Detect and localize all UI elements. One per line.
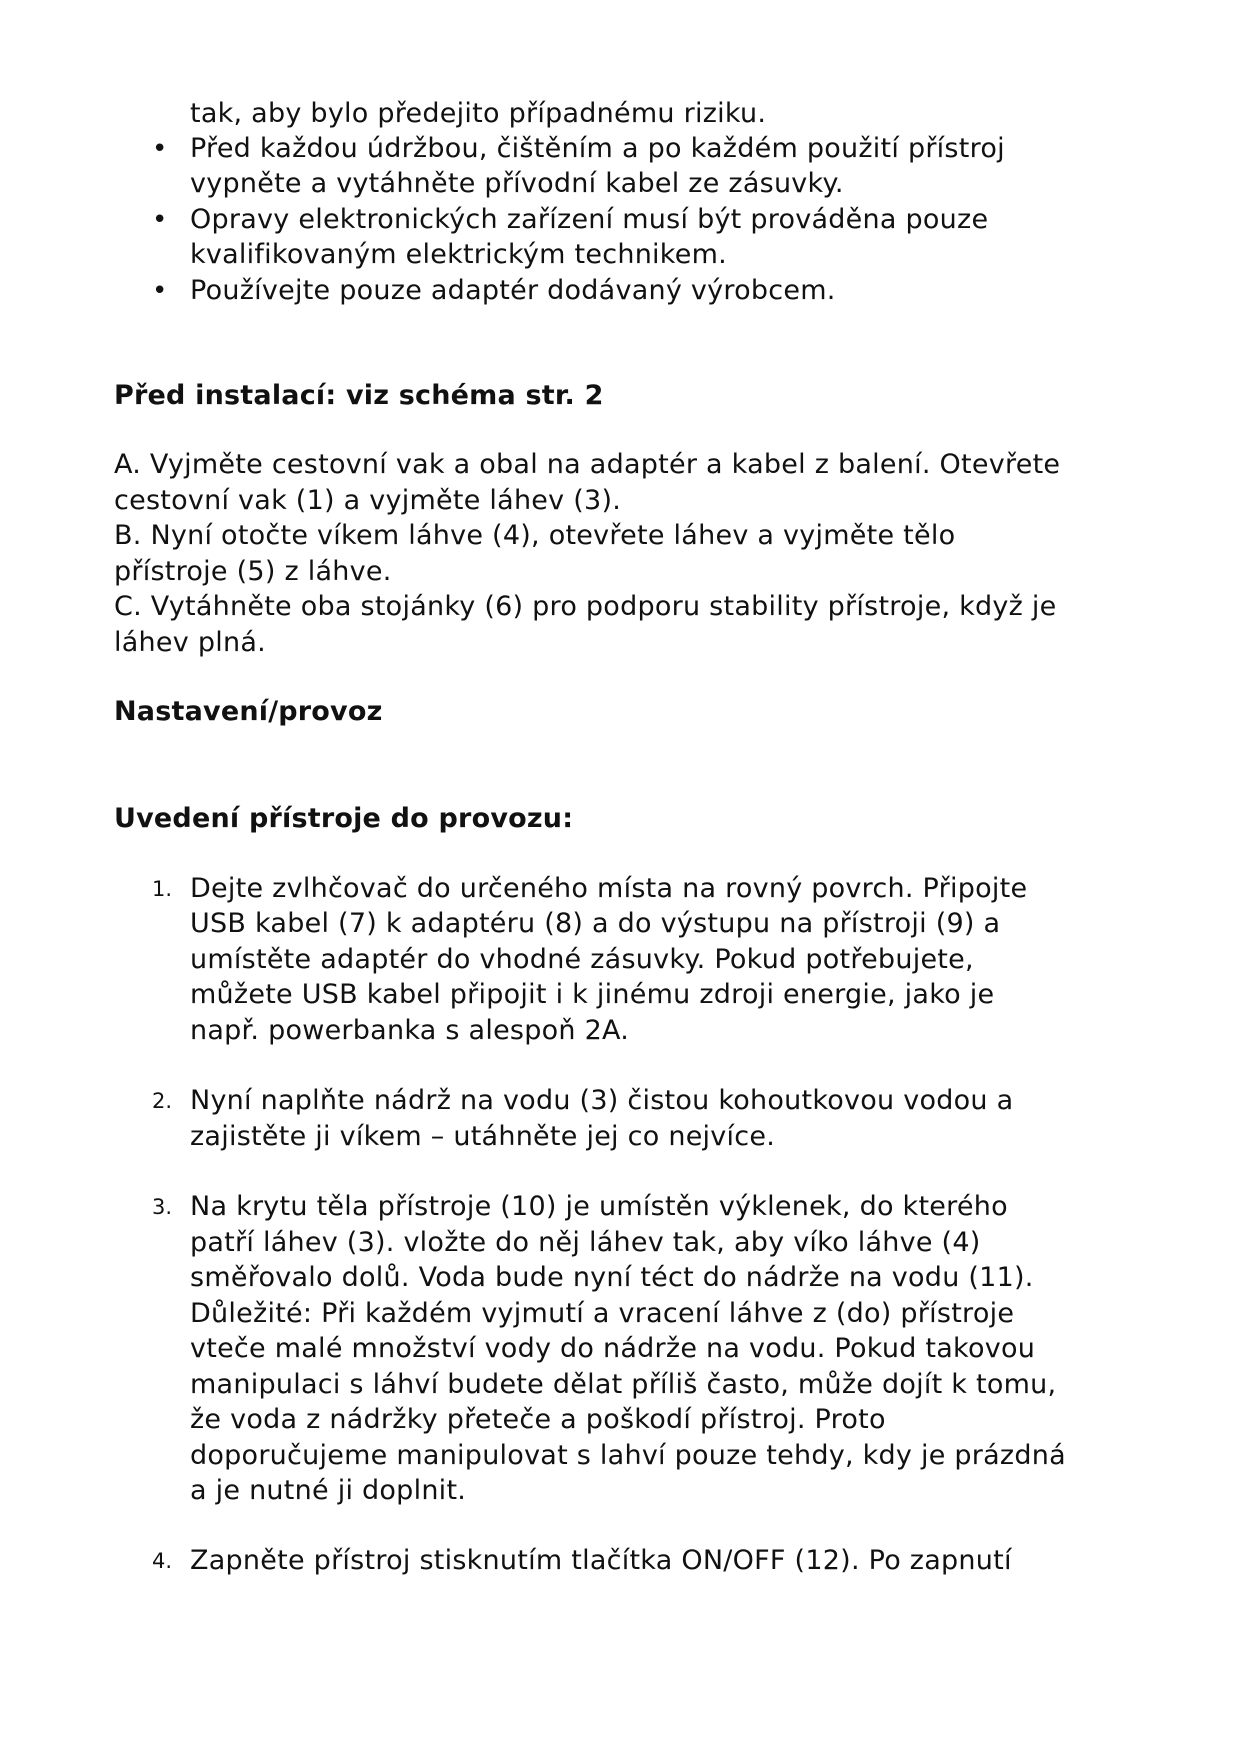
- step-line: Důležité: Při každém vyjmutí a vracení láhve z (do) přístroje: [190, 1298, 1015, 1329]
- step-line: a je nutné ji doplnit.: [190, 1475, 467, 1506]
- step-line: Nyní naplňte nádrž na vodu (3) čistou kohoutkovou vodou a: [190, 1085, 1014, 1116]
- step-line: např. powerbanka s alespoň 2A.: [190, 1015, 630, 1046]
- step-line: směřovalo dolů. Voda bude nyní téct do nádrže na vodu (11).: [190, 1262, 1034, 1293]
- step-number: 4.: [152, 1549, 173, 1573]
- section-heading-before-install: Před instalací: viz schéma str. 2: [114, 380, 604, 411]
- step-line: můžete USB kabel připojit i k jinému zdroji energie, jako je: [190, 979, 995, 1010]
- step-line: manipulaci s láhví budete dělat příliš často, může dojít k tomu,: [190, 1369, 1057, 1400]
- paragraph-line: B. Nyní otočte víkem láhve (4), otevřete láhev a vyjměte tělo: [114, 520, 956, 551]
- list-item-line: Opravy elektronických zařízení musí být prováděna pouze: [190, 204, 989, 235]
- section-heading-operation: Uvedení přístroje do provozu:: [114, 803, 574, 834]
- paragraph-line: láhev plná.: [114, 627, 266, 658]
- section-heading-settings: Nastavení/provoz: [114, 696, 383, 727]
- step-line: vteče malé množství vody do nádrže na vodu. Pokud takovou: [190, 1333, 1036, 1364]
- step-line: Na krytu těla přístroje (10) je umístěn výklenek, do kterého: [190, 1191, 1008, 1222]
- step-line: USB kabel (7) k adaptéru (8) a do výstupu na přístroji (9) a: [190, 908, 1001, 939]
- step-number: 3.: [152, 1195, 173, 1219]
- paragraph-line: C. Vytáhněte oba stojánky (6) pro podporu stability přístroje, když je: [114, 591, 1057, 622]
- list-item-line: Před každou údržbou, čištěním a po každém použití přístroj: [190, 133, 1005, 164]
- list-item-line: kvalifikovaným elektrickým technikem.: [190, 239, 727, 270]
- bullet-icon: •: [152, 134, 168, 164]
- list-item-line: Používejte pouze adaptér dodávaný výrobcem.: [190, 275, 836, 306]
- list-item-line: vypněte a vytáhněte přívodní kabel ze zásuvky.: [190, 168, 844, 199]
- step-number: 1.: [152, 877, 173, 901]
- paragraph-line: A. Vyjměte cestovní vak a obal na adaptér a kabel z balení. Otevřete: [114, 449, 1061, 480]
- step-line: Dejte zvlhčovač do určeného místa na rovný povrch. Připojte: [190, 873, 1028, 904]
- step-number: 2.: [152, 1089, 173, 1113]
- carry-over-line: tak, aby bylo předejito případnému riziku.: [190, 98, 767, 129]
- bullet-icon: •: [152, 276, 168, 306]
- bullet-icon: •: [152, 205, 168, 235]
- paragraph-line: přístroje (5) z láhve.: [114, 556, 392, 587]
- step-line: patří láhev (3). vložte do něj láhev tak, aby víko láhve (4): [190, 1227, 981, 1258]
- step-line: Zapněte přístroj stisknutím tlačítka ON/OFF (12). Po zapnutí: [190, 1545, 1012, 1576]
- paragraph-line: cestovní vak (1) a vyjměte láhev (3).: [114, 485, 622, 516]
- step-line: umístěte adaptér do vhodné zásuvky. Pokud potřebujete,: [190, 944, 974, 975]
- step-line: že voda z nádržky přeteče a poškodí přístroj. Proto: [190, 1404, 886, 1435]
- step-line: doporučujeme manipulovat s lahví pouze tehdy, kdy je prázdná: [190, 1440, 1066, 1471]
- step-line: zajistěte ji víkem – utáhněte jej co nejvíce.: [190, 1121, 776, 1152]
